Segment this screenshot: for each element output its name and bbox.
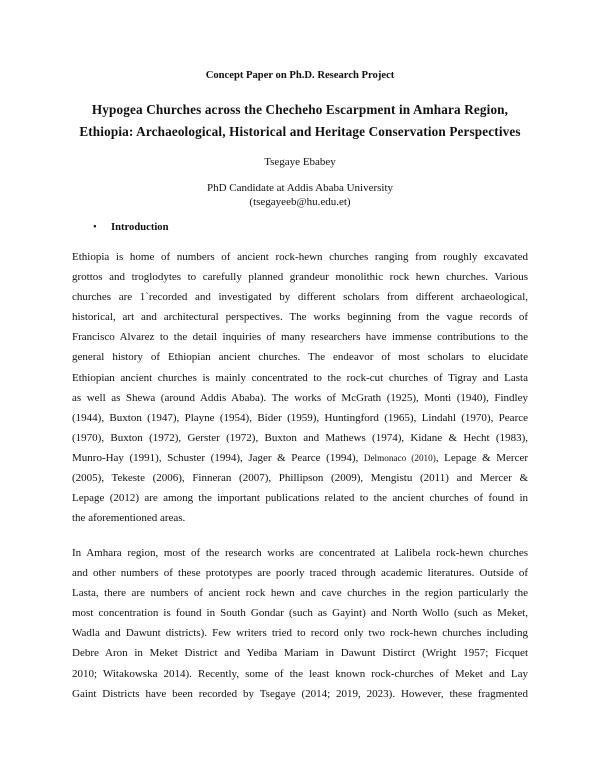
paragraph-line-mixed	[72, 448, 528, 468]
paragraph-line: and other numbers of these prototypes are poorly traced through academic literatures. Outside of	[72, 567, 528, 580]
paragraph-line: Ethiopia is home of numbers of ancient rock-hewn churches ranging from roughly excavated	[72, 251, 528, 263]
paragraph-line: the aforementioned areas.	[72, 512, 186, 525]
paper-title	[72, 99, 528, 143]
paragraph-line: Debre Aron in Meket District and Yediba Mariam in Dawunt Distirct (Wright 1957; Ficquet	[72, 647, 528, 660]
paragraph-line: (1970), Buxton (1972), Gerster (1972), Buxton and Mathews (1974), Kidane & Hecht (1983),	[72, 431, 528, 444]
paragraph-line: Wadla and Dawunt districts). Few writers tried to record only two rock-hewn churches including	[72, 627, 528, 640]
paragraph-line: 2010; Witakowska 2014). Recently, some of the least known rock-churches of Meket and Lay	[72, 667, 528, 680]
paragraph-line: Gaint Districts have been recorded by Tsegaye (2014; 2019, 2023). However, these fragmented	[72, 687, 528, 700]
paragraph-line: churches are 1`recorded and investigated by different scholars from different archaeological,	[72, 291, 528, 304]
paragraph-line: In Amhara region, most of the research works are concentrated at Lalibela rock-hewn churches	[72, 547, 528, 559]
paragraph-line: (2005), Tekeste (2006), Finneran (2007), Phillipson (2009), Mengistu (2011) and Mercer &	[72, 472, 528, 485]
author-affiliation: PhD Candidate at Addis Ababa University	[206, 182, 394, 194]
section-heading-text: Introduction	[111, 222, 169, 233]
paragraph-line: (1944), Buxton (1947), Playne (1954), Bider (1959), Huntingford (1965), Lindahl (1970), Pearce	[72, 411, 528, 424]
small-citation: Delmonaco (2010)	[363, 452, 436, 463]
paper-title-line-1: Hypogea Churches across the Checheho Escarpment in Amhara Region,	[91, 102, 509, 117]
paper-title-line-2: Ethiopia: Archaeological, Historical and Heritage Conservation Perspectives	[79, 124, 521, 139]
paragraph-line: historical, art and architectural perspectives. The works beginning from the vague records of	[72, 311, 528, 324]
paragraph-2	[72, 543, 528, 704]
section-heading	[93, 221, 169, 235]
paragraph-1	[72, 247, 528, 528]
paragraph-line: Ethiopian ancient churches is mainly concentrated to the rock-cut churches of Tigray and Lasta	[72, 371, 528, 384]
bullet-icon: •	[93, 222, 97, 233]
concept-label: Concept Paper on Ph.D. Research Project	[205, 70, 395, 81]
author-name: Tsegaye Ebabey	[264, 156, 336, 168]
line-segment: Munro-Hay (1991), Schuster (1994), Jager & Pearce (1994),	[72, 451, 364, 464]
paragraph-line: as well as Shewa (around Addis Ababa). The works of McGrath (1925), Monti (1940), Findley	[72, 391, 528, 404]
paragraph-line: Lasta, there are numbers of ancient rock hewn and cave churches in the region particularly the	[72, 587, 528, 600]
paragraph-line: Lepage (2012) are among the important publications related to the ancient churches of found in	[72, 492, 528, 505]
paragraph-line: most concentration is found in South Gondar (such as Gayint) and North Wollo (such as Meket,	[72, 607, 528, 620]
paragraph-line: grottos and troglodytes to carefully planned grandeur monolithic rock hewn churches. Various	[72, 271, 528, 284]
line-segment: , Lepage & Mercer	[435, 451, 529, 464]
author-block	[0, 155, 600, 209]
paragraph-line: Francisco Alvarez to the detail inquiries of many researchers have immense contributions to the	[72, 331, 528, 344]
paragraph-line: general history of Ethiopian ancient churches. The endeavor of most scholars to elucidate	[72, 351, 528, 364]
author-email: (tsegayeeb@hu.edu.et)	[249, 196, 351, 208]
